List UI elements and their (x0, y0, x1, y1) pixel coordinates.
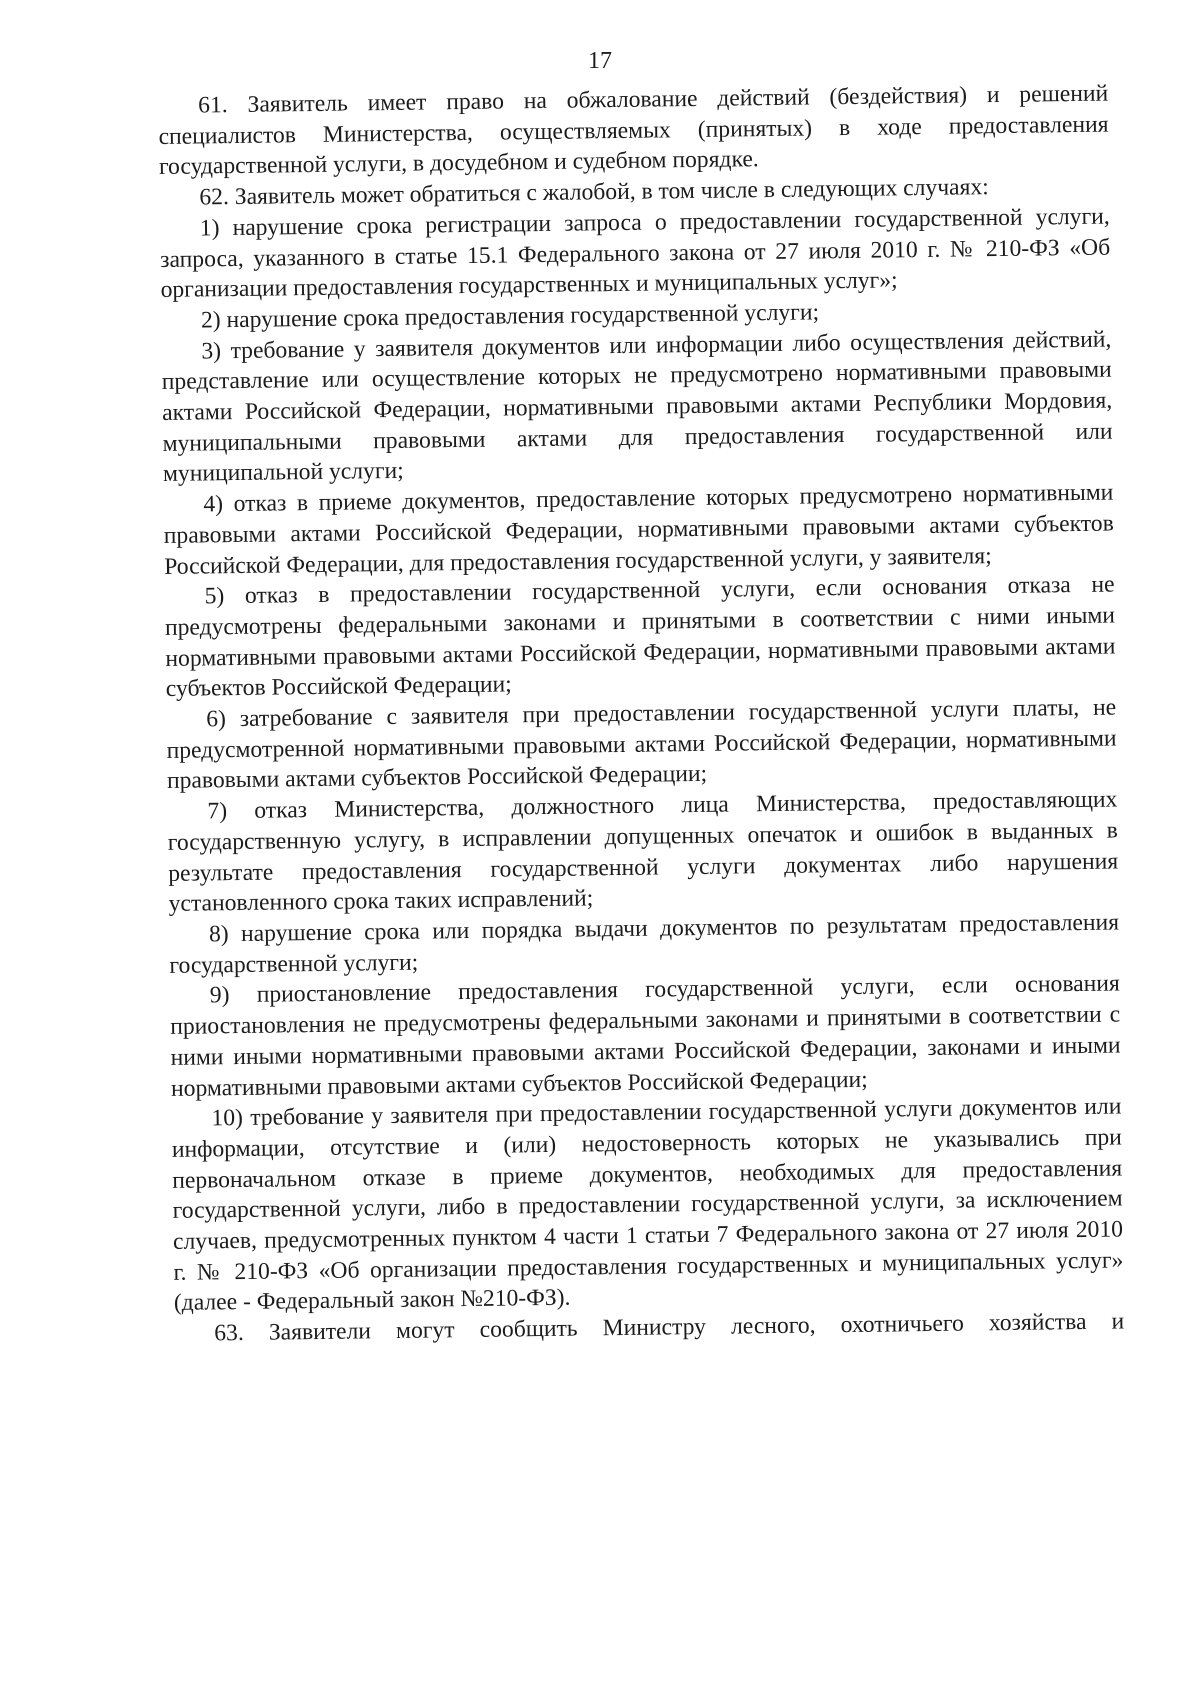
list-item-5: 5) отказ в предоставлении государственной услуги, если основания отказа не предусмотрены федеральными законами и принятыми в соответствии с ними иными нормативными правовыми актами Российской Федерации, нормативными правовыми актами субъектов Российской Федерации; (164, 571, 1116, 703)
list-item-2: 2) нарушение срока предоставления государственной услуги; (200, 299, 820, 334)
list-item-10: 10) требование у заявителя при предоставлении государственной услуги документов или информации, отсутствие и (или) недостоверность которых не указывались при первоначальном отказе в приеме документов, необходимых для предоставления государственной услуги, либо в предоставлении государственной услуги, за исключением случаев, предусмотренных пунктом 4 части 1 статьи 7 Федерального закона от 27 июля 2010 г. № 210-ФЗ «Об организации предоставления государственных и муниципальных услуг» (далее - Федеральный закон №210-ФЗ). (171, 1093, 1124, 1317)
list-item-7: 7) отказ Министерства, должностного лица Министерства, предоставляющих государственную услугу, в исправлении допущенных опечаток и ошибок в выданных в результате предоставления государственной услуги документах либо нарушения установленного срока таких исправлений; (167, 786, 1119, 918)
list-item-8: 8) нарушение срока или порядка выдачи документов по результатам предоставления государственной услуги; (169, 909, 1120, 979)
paragraph-61: 61. Заявитель имеет право на обжалование действий (бездействия) и решений специалистов Министерства, осуществляемых (принятых) в ходе предоставления государственной услуги, в досудебном и судебном порядке. (158, 80, 1109, 181)
list-item-1: 1) нарушение срока регистрации запроса о предоставлении государственной услуги, запроса, указанного в статье 15.1 Федерального закона от 27 июля 2010 г. № 210-ФЗ «Об организации предоставления государственных и муниципальных услуг»; (160, 203, 1111, 304)
paragraph-63: 63. Заявители могут сообщить Министру лесного, охотничьего хозяйства и (214, 1308, 1125, 1347)
paragraph-62: 62. Заявитель может обратиться с жалобой, в том числе в следующих случаях: (199, 174, 989, 211)
document-body (158, 79, 1124, 1350)
list-item-4: 4) отказ в приеме документов, предоставление которых предусмотрено нормативными правовыми актами Российской Федерации, нормативными правовыми актами субъектов Российской Федерации, для предоставления государственной услуги, у заявителя; (163, 479, 1114, 580)
list-item-3: 3) требование у заявителя документов или информации либо осуществления действий, представление или осуществление которых не предусмотрено нормативными правовыми актами Российской Федерации, нормативными правовыми актами Республики Мордовия, муниципальными правовыми актами для предоставления государственной или муниципальной услуги; (161, 326, 1113, 488)
page-number: 17 (588, 48, 612, 74)
list-item-6: 6) затребование с заявителя при предоставлении государственной услуги платы, не предусмотренной нормативными правовыми актами Российской Федерации, нормативными правовыми актами субъектов Российской Федерации; (166, 694, 1117, 795)
list-item-9: 9) приостановление предоставления государственной услуги, если основания приостановления не предусмотрены федеральными законами и принятыми в соответствии с ними иными нормативными правовыми актами Российской Федерации, законами и иными нормативными правовыми актами субъектов Российской Федерации; (170, 970, 1121, 1102)
